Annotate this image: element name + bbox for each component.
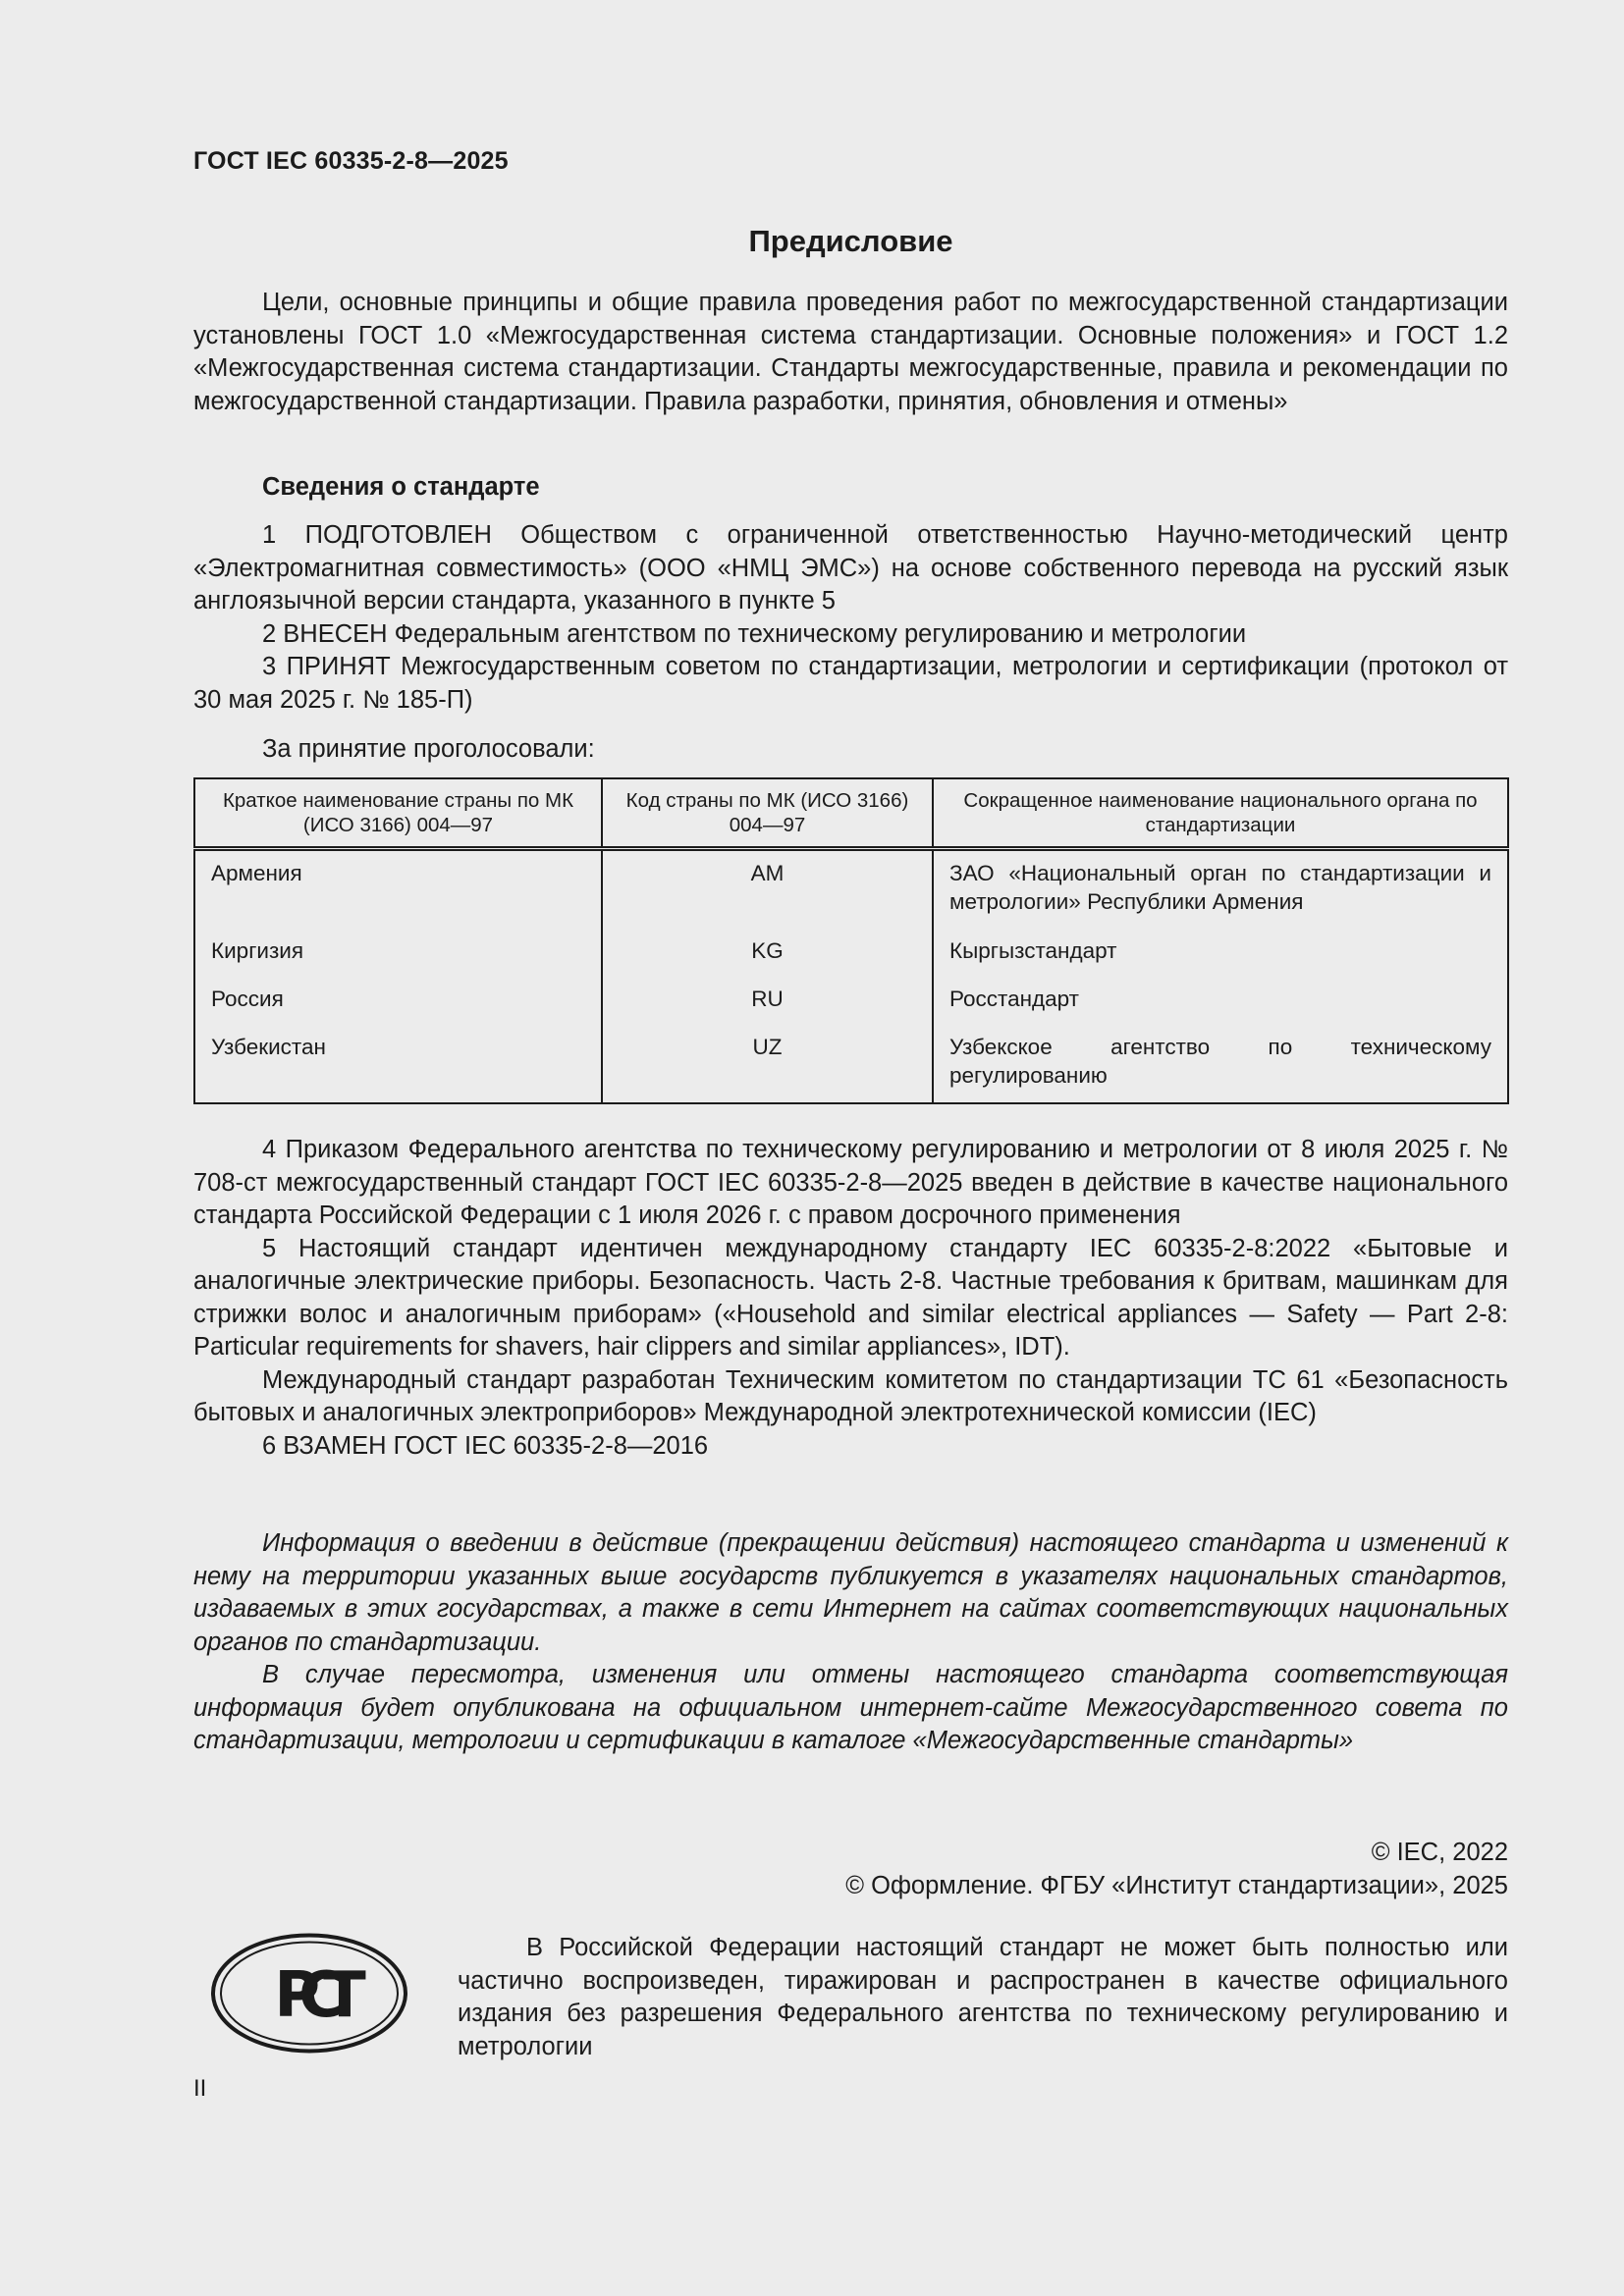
copyright-publisher: © Оформление. ФГБУ «Институт стандартизации», 2025 — [845, 1871, 1508, 1899]
country-cell: Узбекистан — [194, 1025, 602, 1103]
column-header-country: Краткое наименование страны по МК (ИСО 3166) 004—97 — [194, 778, 602, 849]
rst-certification-mark-icon — [209, 1932, 409, 2055]
organization-cell: Узбекское агентство по техническому регулированию — [949, 1035, 1491, 1089]
copyright-block — [193, 1837, 1508, 1902]
standard-info-items — [193, 519, 1508, 717]
column-header-organization: Сокращенное наименование национального органа по стандартизации — [933, 778, 1508, 849]
publication-notice — [193, 1527, 1508, 1758]
notice-paragraph: Информация о введении в действие (прекращении действия) настоящего стандарта и изменений к нему на территории указанных выше государств публикуется в указателях национальных стандартов, издаваемых в этих государствах, а также в сети Интернет на сайтах соответствующих национальных органов по стандартизации. — [193, 1529, 1508, 1656]
notice-paragraph: В случае пересмотра, изменения или отмены настоящего стандарта соответствующая информация будет опубликована на официальном интернет-сайте Межгосударственного совета по стандартизации, метрологии и сертификации в каталоге «Межгосударственные стандарты» — [193, 1661, 1508, 1754]
rights-paragraph: В Российской Федерации настоящий стандарт не может быть полностью или частично воспроизведен, тиражирован и распространен в качестве официального издания без разрешения Федерального агентства по техническому регулированию и метрологии — [458, 1934, 1508, 2060]
column-header-code: Код страны по МК (ИСО 3166) 004—97 — [602, 778, 933, 849]
item-submitted: 2 ВНЕСЕН Федеральным агентством по техническому регулированию и метрологии — [262, 619, 1247, 648]
rights-notice — [458, 1932, 1508, 2063]
code-cell: RU — [602, 977, 933, 1025]
country-cell: Киргизия — [194, 929, 602, 977]
intro-section — [193, 287, 1508, 418]
item-replaces: 6 ВЗАМЕН ГОСТ IEC 60335-2-8—2016 — [262, 1431, 709, 1460]
table-row — [194, 1025, 1508, 1103]
organization-cell: ЗАО «Национальный орган по стандартизации и метрологии» Республики Армения — [949, 861, 1491, 914]
organization-cell: Кыргызстандарт — [949, 937, 1117, 963]
table-row — [194, 849, 1508, 929]
copyright-iec: © IEC, 2022 — [1371, 1839, 1508, 1866]
country-cell: Россия — [194, 977, 602, 1025]
code-cell: UZ — [602, 1025, 933, 1103]
code-cell: KG — [602, 929, 933, 977]
table-header-row — [194, 778, 1508, 849]
voting-countries-table — [193, 777, 1509, 1104]
item-adopted: 3 ПРИНЯТ Межгосударственным советом по стандартизации, метрологии и сертификации (протокол от 30 мая 2025 г. № 185-П) — [193, 653, 1508, 714]
table-row — [194, 929, 1508, 977]
logo-lettering: РСТ — [274, 1959, 345, 2032]
organization-cell: Росстандарт — [949, 987, 1079, 1011]
country-cell: Армения — [194, 849, 602, 929]
intro-paragraph: Цели, основные принципы и общие правила проведения работ по межгосударственной стандартизации установлены ГОСТ 1.0 «Межгосударственная система стандартизации. Основные положения» и ГОСТ 1.2 «Межгосударственная система стандартизации. Стандарты межгосударственные, правила и рекомендации по межгосударственной стандартизации. Правила разработки, принятия, обновления и отмены» — [193, 289, 1508, 415]
standard-info-heading: Сведения о стандарте — [262, 473, 540, 501]
code-cell: AM — [602, 849, 933, 929]
preface-title: Предисловие — [748, 224, 953, 258]
item-developed-by: Международный стандарт разработан Техническим комитетом по стандартизации TC 61 «Безопасность бытовых и аналогичных электроприборов» Международной электротехнической комиссии (IEC) — [193, 1365, 1508, 1426]
document-code-header: ГОСТ IEC 60335-2-8—2025 — [193, 147, 509, 175]
standard-info-items-continued — [193, 1134, 1508, 1463]
table-row — [194, 977, 1508, 1025]
vote-label: За принятие проголосовали: — [262, 735, 595, 763]
item-prepared: 1 ПОДГОТОВЛЕН Обществом с ограниченной ответственностью Научно-методический центр «Электромагнитная совместимость» (ООО «НМЦ ЭМС») на основе собственного перевода на русский язык англоязычной версии стандарта, указанного в пункте 5 — [193, 521, 1508, 614]
page-number: II — [193, 2075, 207, 2102]
item-identical-to: 5 Настоящий стандарт идентичен международному стандарту IEC 60335-2-8:2022 «Бытовые и аналогичные электрические приборы. Безопасность. Часть 2-8. Частные требования к бритвам, машинкам для стрижки волос и аналогичным приборам» («Household and similar electrical appliances — Safety — Part 2-8: Particular requirements for shavers, hair clippers and similar appliances», IDT). — [193, 1234, 1508, 1361]
item-enacted: 4 Приказом Федерального агентства по техническому регулированию и метрологии от 8 июля 2025 г. № 708-ст межгосударственный стандарт ГОСТ IEC 60335-2-8—2025 введен в действие в качестве национального стандарта Российской Федерации с 1 июля 2026 г. с правом досрочного применения — [193, 1136, 1508, 1229]
